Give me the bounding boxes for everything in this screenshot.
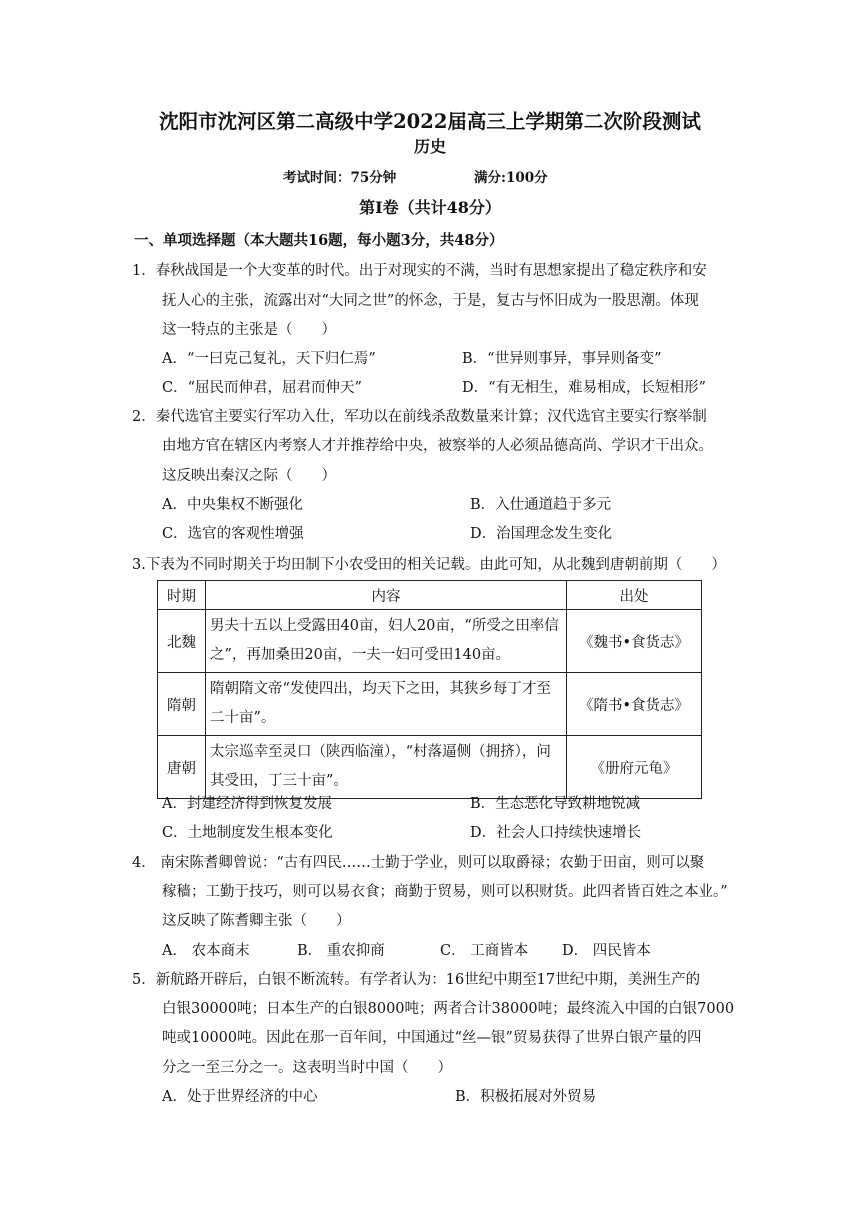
question-2-option-a: A．中央集权不断强化	[162, 497, 303, 513]
table-header-row	[158, 581, 702, 610]
question-4-option-b: B． 重农抑商	[297, 943, 385, 959]
table-cell-source: 《册府元龟》	[567, 736, 702, 799]
question-4-line-2: 稼穑；工勤于技巧，则可以易衣食；商勤于贸易，则可以积财货。此四者皆百姓之本业。”	[162, 884, 728, 900]
subject-title: 历史	[413, 137, 446, 156]
question-3-option-a: A．封建经济得到恢复发展	[162, 796, 332, 812]
question-4-line-1: 4． 南宋陈耆卿曾说：“古有四民……士勤于学业，则可以取爵禄；农勤于田亩，则可以聚	[132, 855, 705, 871]
question-1-line-2: 抚人心的主张，流露出对“大同之世”的怀念，于是，复古与怀旧成为一股思潮。体现	[162, 293, 699, 309]
table-cell-source: 《隋书•食货志》	[567, 673, 702, 736]
table-cell-period: 北魏	[158, 610, 206, 673]
section-heading: 一、单项选择题（本大题共16题，每小题3分，共48分）	[134, 232, 504, 249]
question-4-option-c: C． 工商皆本	[440, 943, 529, 959]
table-cell-content: 男夫十五以上受露田40亩，妇人20亩，“所受之田率信之”，再加桑田20亩，一夫一妇可受田140亩。	[206, 610, 567, 673]
table-row	[158, 673, 702, 736]
table-cell-period: 唐朝	[158, 736, 206, 799]
table-row	[158, 610, 702, 673]
table-cell-content: 隋朝隋文帝“发使四出，均天下之田，其狭乡每丁才至二十亩”。	[206, 673, 567, 736]
question-1-option-c: C．“屈民而伸君，屈君而伸天”	[162, 380, 362, 396]
question-5-option-a: A．处于世界经济的中心	[162, 1089, 318, 1105]
question-4-line-3: 这反映了陈耆卿主张（ ）	[162, 913, 351, 929]
table-row	[158, 736, 702, 799]
question-2-option-c: C．选官的客观性增强	[162, 526, 304, 542]
exam-time: 考试时间：75分钟	[283, 170, 397, 186]
question-5-line-2: 白银30000吨；日本生产的白银8000吨；两者合计38000吨；最终流入中国的白银7000	[162, 1001, 735, 1017]
question-5-line-1: 5．新航路开辟后，白银不断流转。有学者认为：16世纪中期至17世纪中期，美洲生产的	[132, 972, 701, 988]
table-header-source: 出处	[567, 581, 702, 610]
question-2-line-1: 2．秦代选官主要实行军功入仕，军功以在前线杀敌数量来计算；汉代选官主要实行察举制	[132, 409, 707, 425]
question-2-option-d: D．治国理念发生变化	[470, 526, 613, 542]
part-heading: 第Ⅰ卷（共计48分）	[359, 198, 501, 217]
table-header-content: 内容	[206, 581, 567, 610]
table-header-period: 时期	[158, 581, 206, 610]
question-1-option-b: B．“世异则事异，事异则备变”	[462, 351, 662, 367]
question-1-line-3: 这一特点的主张是（ ）	[162, 322, 336, 338]
question-5-option-b: B．积极拓展对外贸易	[455, 1089, 597, 1105]
question-5-line-3: 吨或10000吨。因此在那一百年间，中国通过“丝—银”贸易获得了世界白银产量的四	[162, 1030, 702, 1046]
question-5-line-4: 分之一至三分之一。这表明当时中国（ ）	[162, 1060, 452, 1076]
question-2-line-2: 由地方官在辖区内考察人才并推荐给中央，被察举的人必须品德高尚、学识才干出众。	[162, 438, 713, 454]
question-3-option-b: B．生态恶化导致耕地锐减	[470, 796, 641, 812]
full-score: 满分:100分	[474, 170, 548, 186]
table-cell-period: 隋朝	[158, 673, 206, 736]
question-1-option-a: A．“一曰克己复礼，天下归仁焉”	[162, 351, 376, 367]
question-1-line-1: 1．春秋战国是一个大变革的时代。出于对现实的不满，当时有思想家提出了稳定秩序和安	[132, 263, 707, 279]
question-3-option-d: D．社会人口持续快速增长	[470, 825, 642, 841]
question-4-option-d: D． 四民皆本	[562, 943, 651, 959]
exam-title: 沈阳市沈河区第二高级中学2022届高三上学期第二次阶段测试	[159, 110, 701, 133]
question-4-option-a: A． 农本商末	[162, 943, 250, 959]
question-1-option-d: D．“有无相生，难易相成，长短相形”	[462, 380, 706, 396]
land-records-table	[157, 580, 702, 799]
table-cell-source: 《魏书•食货志》	[567, 610, 702, 673]
question-3-stem: 3.下表为不同时期关于均田制下小农受田的相关记载。由此可知，从北魏到唐朝前期（ ）	[132, 557, 726, 573]
table-cell-content: 太宗巡幸至灵口（陕西临潼），“村落逼侧（拥挤），问其受田，丁三十亩”。	[206, 736, 567, 799]
question-2-line-3: 这反映出秦汉之际（ ）	[162, 468, 336, 484]
question-2-option-b: B．入仕通道趋于多元	[470, 497, 612, 513]
question-3-option-c: C．土地制度发生根本变化	[162, 825, 333, 841]
